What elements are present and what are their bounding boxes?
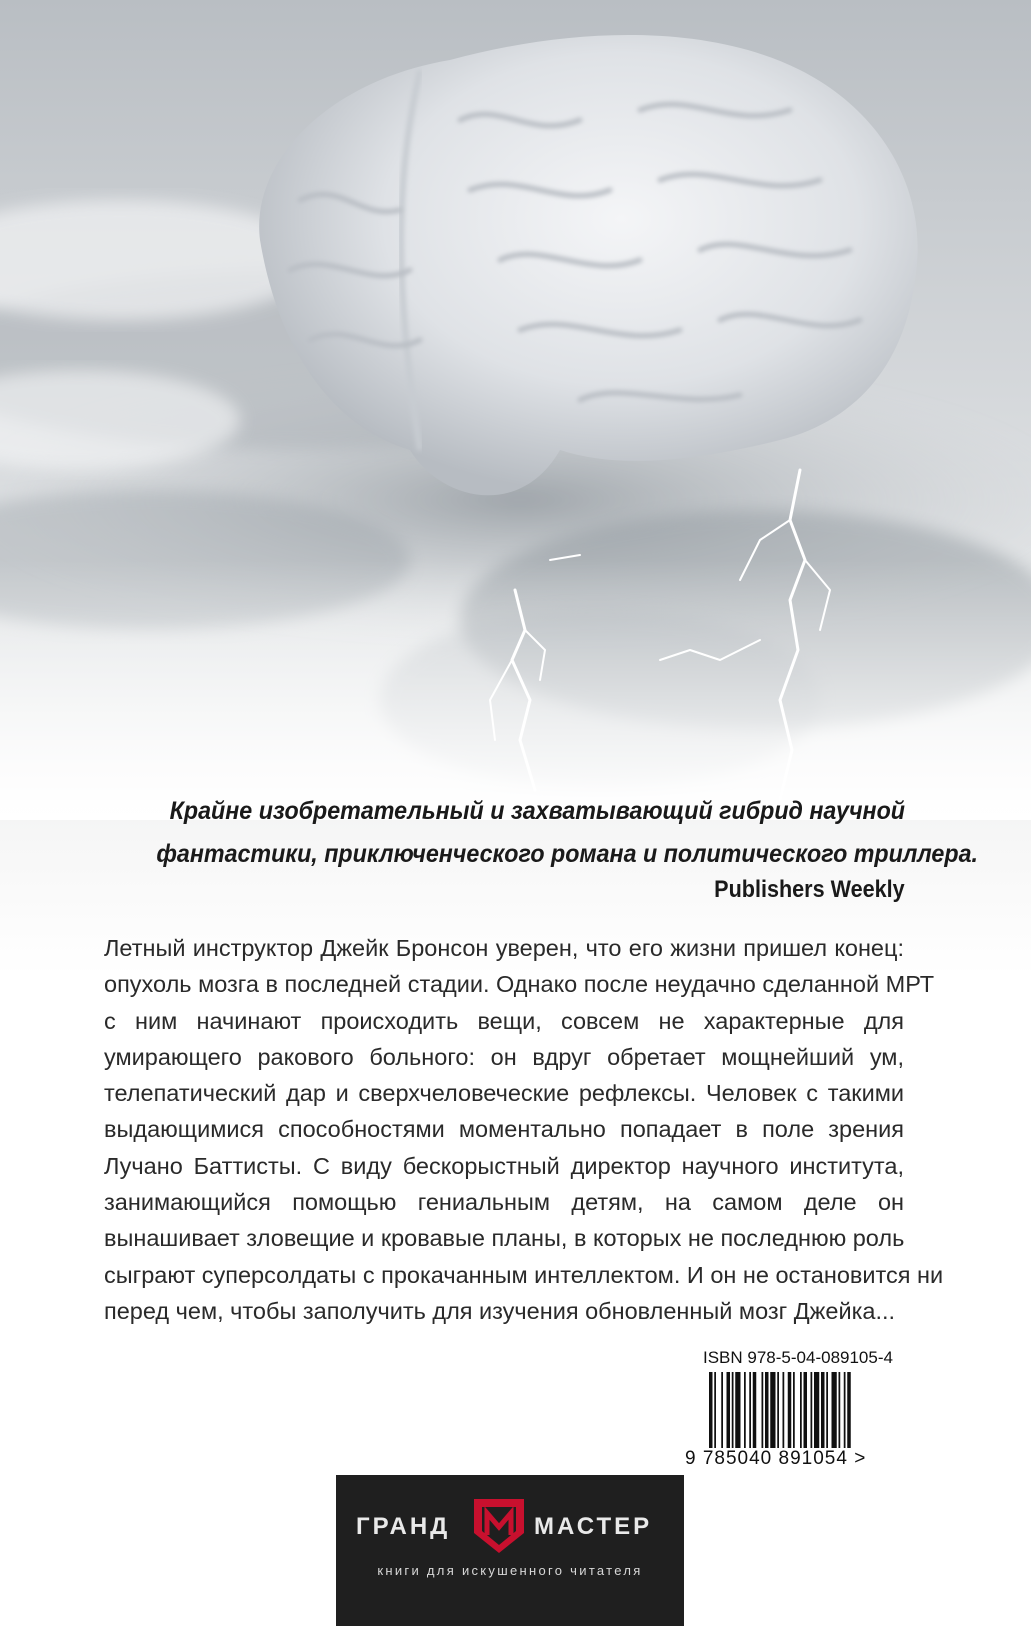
quote-source: Publishers Weekly — [714, 876, 905, 903]
quote-line: Крайне изобретательный и захватывающий гибрид научной — [169, 797, 905, 825]
quote-line: фантастики, приключенческого романа и политического триллера. — [156, 840, 978, 868]
annotation-line: опухоль мозга в последней стадии. Однако после неудачно сделанной МРТ — [104, 971, 935, 998]
annotation-line: Лучано Баттисты. С виду бескорыстный директор научного института, — [104, 1152, 904, 1179]
publisher-logo — [336, 1475, 684, 1626]
publisher-tagline: книги для искушенного читателя — [377, 1563, 643, 1578]
barcode-digits: 9 785040 891054 > — [685, 1448, 867, 1469]
publisher-word-left: ГРАНД — [356, 1513, 451, 1540]
annotation-line: выдающимися способностями моментально попадает в поле зрения — [104, 1116, 904, 1143]
book-annotation — [104, 930, 944, 1329]
annotation-line: перед чем, чтобы заполучить для изучения обновленный мозг Джейка... — [104, 1297, 896, 1324]
review-quote — [100, 790, 978, 876]
annotation-line: телепатический дар и сверхчеловеческие рефлексы. Человек с такими — [104, 1080, 904, 1107]
isbn-block — [685, 1348, 915, 1473]
annotation-line: вынашивает зловещие и кровавые планы, в которых не последнюю роль — [104, 1225, 905, 1252]
annotation-line: сыграют суперсолдаты с прокачанным интеллектом. И он не остановится ни — [104, 1261, 944, 1288]
annotation-line: с ним начинают происходить вещи, совсем не характерные для — [104, 1007, 904, 1034]
annotation-line: Летный инструктор Джейк Бронсон уверен, что его жизни пришел конец: — [104, 935, 904, 961]
annotation-line: умирающего ракового больного: он вдруг обретает мощнейший ум, — [104, 1043, 904, 1070]
isbn-label: ISBN 978-5-04-089105-4 — [703, 1348, 893, 1367]
barcode-icon — [709, 1372, 889, 1448]
shield-m-emblem-icon — [468, 1495, 530, 1557]
publisher-word-right: МАСТЕР — [534, 1513, 653, 1540]
annotation-line: занимающийся помощью гениальным детям, на самом деле он — [104, 1189, 904, 1216]
